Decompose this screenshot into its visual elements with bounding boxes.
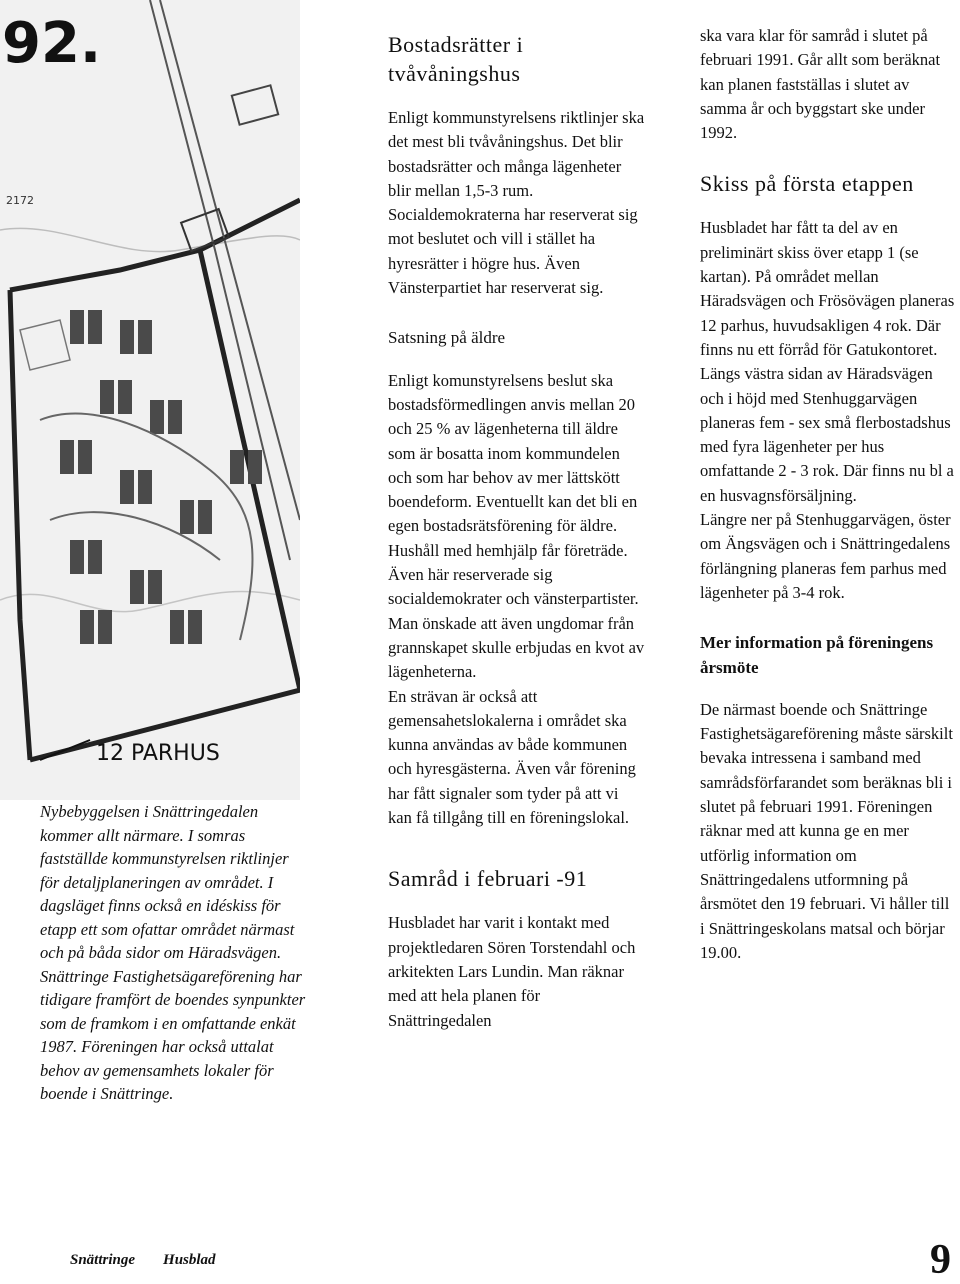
paragraph: En strävan är också att gemensahetslokalerna i området ska kunna användas av både kommunen och hyresgästerna. Även vår förening har fått signaler som tyder på att vi kan få tillgång till en föreningslokal. <box>388 686 636 828</box>
plot-number: 2172 <box>6 194 34 207</box>
paragraph: ska vara klar för samråd i slutet på februari 1991. Går allt som beräknat kan planen fastställas i slutet av samma år och byggstart ske under 1992. <box>700 26 941 143</box>
publication-name: Snättringe <box>70 1252 136 1268</box>
paragraph: Husbladet har fått ta del av en preliminärt skiss över etapp 1 (se kartan). På området mellan Häradsvägen och Frösövägen planeras 12 parhus, huvudsakligen 4 rok. Där finns nu ett förråd för Gatukontoret. <box>700 218 955 359</box>
paragraph: Husbladet har varit i kontakt med projektledaren Sören Torstendahl och arkitekten Lars Lundin. Man räknar med att hela planen för Snättringedalen <box>388 913 636 1030</box>
site-plan-drawing <box>0 0 300 800</box>
heading-skiss: Skiss på första etappen <box>700 171 914 197</box>
heading-samrad: Samråd i februari -91 <box>388 866 588 892</box>
paragraph: Enligt komunstyrelsens beslut ska bostadsförmedlingen anvis mellan 20 och 25 % av lägenheterna till äldre som är bosatta inom kommundelen och som har behov av mer lättskött boendeform. Eventuellt kan det bli en egen bostadsrätsförening för äldre. Hushåll med hemhjälp får företräde. Även här reserverade sig socialdemokrater och vänsterpartister. Man önskade att även ungdomar från grannskapet skulle erbjudas en kvot av lägenheterna. <box>388 370 645 682</box>
publication-name-2: Husblad <box>163 1252 216 1268</box>
paragraph: Enligt kommunstyrelsens riktlinjer ska det mest bli tvåvåningshus. Det blir bostadsrätter och många lägenheter blir mellan 1,5-3 rum. Socialdemokraterna har reserverat sig mot beslutet och vill i stället ha hyresrätter i högre hus. Även Vänsterpartiet har reserverat sig. <box>388 108 645 298</box>
article-column-middle <box>388 30 646 1033</box>
page-number: 9 <box>930 1237 951 1283</box>
article-column-right <box>700 24 958 965</box>
plan-label: 12 PARHUS <box>96 741 220 766</box>
map-caption: Nybebyggelsen i Snättringedalen kommer allt närmare. I somras fastställde kommunstyrelsen riktlinjer för detaljplaneringen av området. I dagsläget finns också en idéskiss för etapp ett som ofattar området närmast och på båda sidor om Häradsvägen. Snättringe Fastighetsägareförening har tidigare framfört de boendes synpunkter som de framkom i en omfattande enkät 1987. Föreningen har också uttalat behov av gemensamhets lokaler för boende i Snättringe. <box>40 802 306 1103</box>
paragraph: Längs västra sidan av Häradsvägen och i höjd med Stenhuggarvägen planeras fem - sex små flerbostadshus med fyra lägenheter per hus omfattande 2 - 3 rok. Där finns nu bl a en husvagnsförsäljning. <box>700 364 954 505</box>
paragraph: De närmast boende och Snättringe Fastighetsägareförening måste särskilt bevaka intressena i samband med samrådsförfarandet som beräknas bli i slutet på februari 1991. Föreningen räknar med att kunna ge en mer utförlig information om Snättringedalens utformning på årsmötet den 19 februari. Vi håller till i Snättringeskolans matsal och börjar 19.00. <box>700 699 953 962</box>
heading-bostadsratter: Bostadsrätter i tvåvåningshus <box>388 32 524 86</box>
paragraph: Längre ner på Stenhuggarvägen, öster om Ängsvägen och i Snättringedalens förlängning planeras fem parhus med lägenheter på 3-4 rok. <box>700 510 951 602</box>
footer-publication <box>70 1252 216 1269</box>
year-fragment: 92. <box>2 11 102 76</box>
heading-arsmote: Mer information på föreningens årsmöte <box>700 633 934 677</box>
heading-satsning: Satsning på äldre <box>388 328 506 348</box>
site-plan-map <box>0 0 300 800</box>
